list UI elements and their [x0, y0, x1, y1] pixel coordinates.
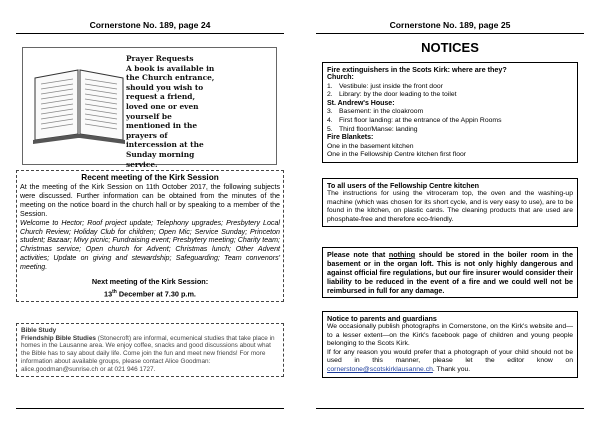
page-header-right: Cornerstone No. 189, page 25 — [316, 20, 584, 34]
church-list — [327, 83, 573, 100]
parents-notice-box — [322, 311, 578, 378]
list-text: Library: by the door leading to the toilet — [339, 91, 457, 99]
list-number: 2. — [327, 91, 333, 99]
prayer-line: request a friend, — [126, 92, 196, 102]
list-item — [327, 91, 573, 100]
prayer-line: should you wish to — [126, 82, 204, 92]
notices-title: NOTICES — [421, 40, 479, 55]
prayer-requests-title: Prayer Requests — [126, 54, 194, 63]
list-text: First floor landing: at the entrance of the Appin Rooms — [339, 116, 502, 124]
prayer-line: prayers of — [126, 130, 168, 140]
kirk-session-intro: At the meeting of the Kirk Session on 11th October 2017, the following subjects were discussed. Further information can be obtained from the minutes of the meeting on the notice board in the church hall or by speaking to a member of the Session. — [20, 183, 280, 218]
prayer-line: Sunday morning — [126, 149, 195, 159]
prayer-line: mentioned in the — [126, 121, 198, 131]
left-page — [16, 0, 284, 425]
parents-notice-p2-end: . Thank you. — [432, 365, 471, 373]
prayer-line: the Church entrance, — [126, 73, 215, 83]
kirk-session-box — [16, 170, 284, 302]
list-number: 3. — [327, 108, 333, 116]
kitchen-notice-title: To all users of the Fellowship Centre kitchen — [327, 181, 480, 190]
church-label: Church: — [327, 74, 354, 81]
house-list — [327, 108, 573, 134]
page-header-left: Cornerstone No. 189, page 24 — [16, 20, 284, 34]
house-label: St. Andrew's House: — [327, 99, 395, 107]
bible-study-heading: Bible Study — [21, 327, 57, 334]
list-item — [327, 126, 573, 135]
editor-email-link[interactable]: cornerstone@scotskirklausanne.ch — [327, 365, 433, 373]
next-meeting-suffix: th — [112, 289, 117, 296]
bible-study-subheading: Friendship Bible Studies — [21, 334, 96, 342]
next-meeting-date — [20, 287, 280, 299]
kirk-session-section — [16, 170, 284, 302]
blanket-line: One in the basement kitchen — [327, 142, 414, 150]
storage-warning-pre: Please note that — [327, 250, 389, 259]
footer-rule-right — [316, 408, 584, 409]
storage-warning-box — [322, 247, 578, 298]
blankets-label: Fire Blankets: — [327, 134, 374, 142]
list-text: Vestibule: just inside the front door — [339, 82, 443, 90]
blanket-line: One in the Fellowship Centre kitchen first floor — [327, 151, 467, 159]
prayer-line: yourself be — [126, 111, 172, 121]
prayer-requests-box — [22, 47, 277, 169]
list-number: 1. — [327, 82, 333, 90]
prayer-line: intercession at the — [126, 140, 204, 150]
bible-study-box — [16, 323, 284, 377]
list-item — [327, 117, 573, 126]
parents-notice-p2-text: If for any reason you would prefer that a photograph of your child should not be used in this manner, please let the editor know on — [327, 348, 573, 365]
bible-study-text: (Stonecroft) are informal, ecumenical studies that take place in homes in the Lausanne area. We enjoy coffee, snacks and good discussions about what the Bible has to say about daily life. Come join the fun and meet new friends! For more information about available groups, please contact Alice Goodman: alice.goodman@sunrise.ch or at 021 946 1727. — [21, 334, 275, 373]
parents-notice-p1: We occasionally publish photographs in Cornerstone, on the Kirk's website and—to a lesser extent—on the Kirk's facebook page of children and young people belonging to the Scots Kirk. — [327, 323, 573, 348]
open-book-icon — [29, 56, 129, 146]
list-text: Basement: in the cloakroom — [339, 108, 424, 116]
right-page — [316, 0, 584, 425]
prayer-line: loved one or even — [126, 101, 199, 111]
storage-warning-emphasis: nothing — [388, 250, 416, 259]
prayer-requests-text — [126, 54, 276, 169]
list-text: Third floor/Manse: landing — [339, 125, 418, 133]
parents-notice-p2 — [327, 349, 573, 375]
next-meeting — [20, 277, 280, 299]
list-item — [327, 108, 573, 117]
next-meeting-day: 13 — [104, 289, 113, 299]
kirk-session-topics: Welcome to Hector; Roof project update; Telephony upgrades; Presbytery Local Church Review; Holiday Club for children; Open Mic; Service Sunday; Princeton student; Bazaar; Mivy picnic; Fundraising event; Presbytery meeting; Charity team; Christmas service; Open church for Advent; Christmas lunch; Other Advent activities; Update on giving and stewardship; Safeguarding; Team convenors' meeting. — [20, 218, 280, 272]
prayer-line: A book is available in — [126, 63, 215, 73]
fire-extinguishers-box — [322, 62, 578, 163]
list-number: 5. — [327, 125, 333, 133]
parents-notice-title: Notice to parents and guardians — [327, 314, 437, 323]
kitchen-notice-box — [322, 178, 578, 227]
prayer-line: service. — [126, 159, 158, 169]
storage-warning-text — [327, 250, 573, 295]
list-item — [327, 83, 573, 92]
storage-warning-post: should be stored in the boiler room in the basement or in the organ loft. This is not only highly dangerous and against official fire regulations, but our fire insurer would consider their liability to be reduced in the event of a fire and we could well not be reimbursed in full for any damage. — [327, 250, 573, 296]
kirk-session-title: Recent meeting of the Kirk Session — [81, 173, 219, 182]
list-number: 4. — [327, 116, 333, 124]
footer-rule-left — [16, 408, 284, 409]
kitchen-notice-text: The instructions for using the vitroceram top, the oven and the washing-up machine (which was chosen for its short cycle, and is very easy to use), are to be found in the kitchen, on plastic cards. The cleaning products that are used are phosphate-free and therefore eco-friendly. — [327, 190, 573, 223]
next-meeting-time: December at 7.30 p.m. — [116, 289, 196, 299]
next-meeting-label: Next meeting of the Kirk Session: — [91, 277, 209, 287]
fire-extinguishers-title: Fire extinguishers in the Scots Kirk: where are they? — [327, 65, 507, 74]
